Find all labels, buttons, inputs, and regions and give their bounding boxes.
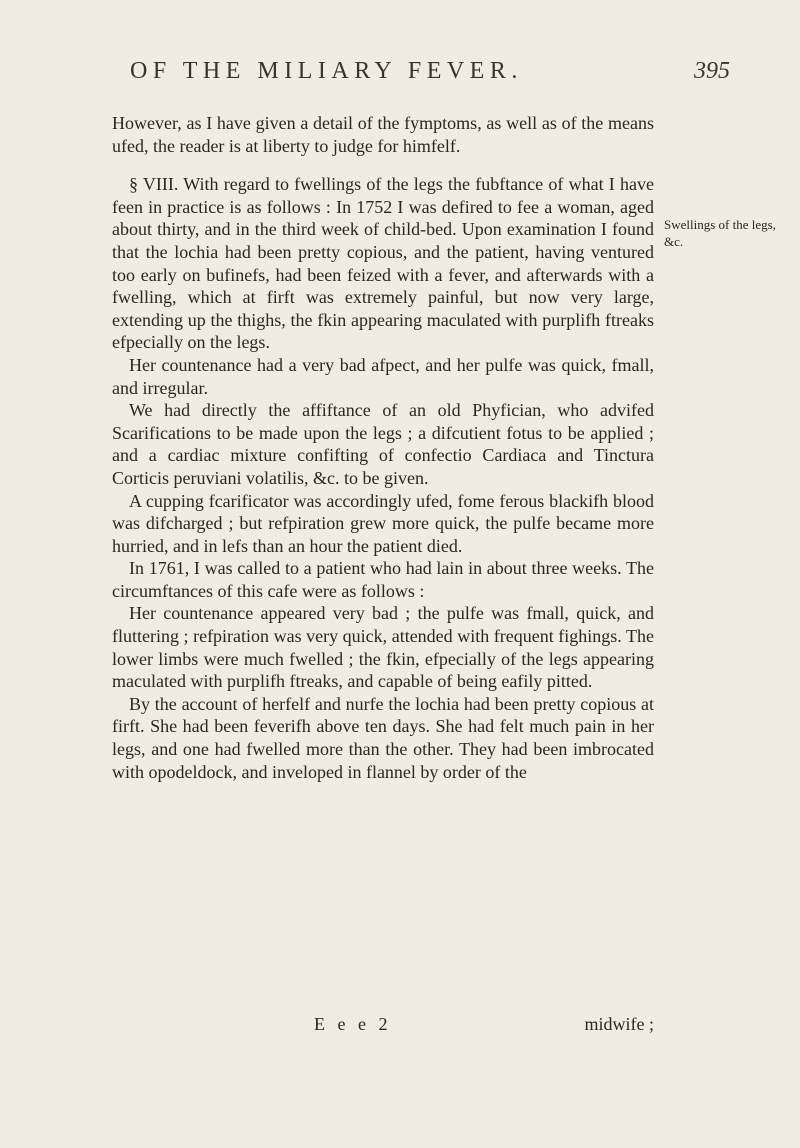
running-title: OF THE MILIARY FEVER. (130, 58, 523, 84)
paragraph: We had directly the affiftance of an old Phyfician, who advifed Scarifications to be made upon the legs ; a difcutient fotus to be applied ; and a cardiac mixture confifting of confectio Cardiaca and Tinctura Corticis peruviani volatilis, &c. to be given. (112, 400, 654, 488)
paragraph: In 1761, I was called to a patient who had lain in about three weeks. The circumftances of this cafe were as follows : (112, 558, 654, 601)
paragraph: Her countenance appeared very bad ; the pulfe was fmall, quick, and fluttering ; refpiration was very quick, attended with frequent fighings. The lower limbs were much fwelled ; the fkin, efpecially of the legs appearing maculated with purplifh ftreaks, and capable of being eafily pitted. (112, 603, 654, 692)
paragraph: Her countenance had a very bad afpect, and her pulfe was quick, fmall, and irregular. (112, 354, 654, 398)
page-number: 395 (694, 58, 730, 84)
body-text (112, 112, 654, 783)
signature-mark: E e e 2 (314, 1014, 392, 1034)
paragraph: However, as I have given a detail of the fymptoms, as well as of the means ufed, the reader is at liberty to judge for himfelf. (112, 113, 654, 156)
page-footer (112, 1014, 654, 1038)
margin-note: Swellings of the legs, &c. (664, 217, 776, 249)
paragraph: By the account of herfelf and nurfe the lochia had been pretty copious at firft. She had been feverifh above ten days. She had felt much pain in her legs, and one had fwelled more than the other. They had been imbrocated with opodeldock, and inveloped in flannel by order of the (112, 693, 654, 782)
paragraph: A cupping fcarificator was accordingly ufed, fome ferous blackifh blood was difcharged ; but refpiration grew more quick, the pulfe became more hurried, and in lefs than an hour the patient died. (112, 490, 654, 556)
running-head (0, 58, 800, 98)
catchword: midwife ; (584, 1014, 654, 1034)
section-paragraph: § VIII. With regard to fwellings of the legs the fubftance of what I have feen in practice is as follows : In 1752 I was defired to fee a woman, aged about thirty, and in the third week of child-bed. Upon examination I found that the lochia had been pretty copious, and the patient, having ventured too early on bufinefs, had been feized with a fever, and afterwards with a fwelling, which at firft was extremely painful, but now very large, extending up the thighs, the fkin appearing maculated with purplifh ftreaks efpecially on the legs. (112, 174, 654, 353)
